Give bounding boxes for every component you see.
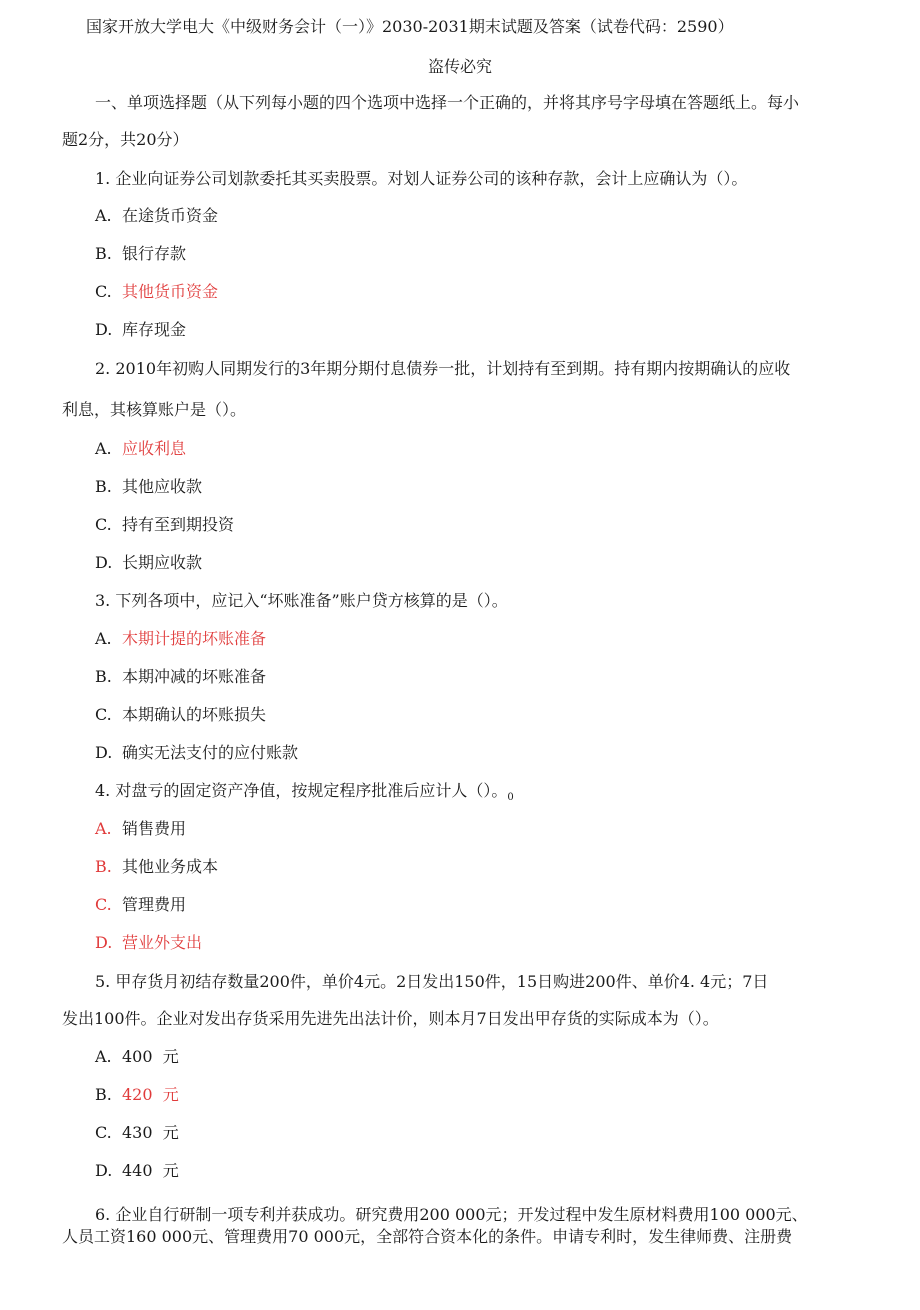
- question-2-stem: 2. 2010年初购人同期发行的3年期分期付息债券一批，计划持有至到期。持有期内按期确认的应收: [95, 359, 791, 378]
- question-2-option-a-correct: A. 应收利息: [95, 439, 187, 458]
- question-3-stem: 3. 下列各项中，应记入“坏账准备”账户贷方核算的是（）。: [95, 591, 508, 610]
- question-1-option-b: B. 银行存款: [95, 244, 187, 263]
- section-heading-continued: 题2分，共20分）: [62, 130, 189, 149]
- question-1-option-d: D. 库存现金: [95, 320, 187, 339]
- question-3-option-a-correct: A. 木期计提的坏账准备: [95, 629, 267, 648]
- question-5-option-a: A. 400 元: [95, 1047, 179, 1066]
- question-4-stem: 4. 对盘亏的固定资产净值，按规定程序批准后应计人（）。$_0$: [95, 781, 514, 804]
- question-4-option-b: B. 其他业务成本: [95, 857, 219, 876]
- question-3-option-d: D. 确实无法支付的应付账款: [95, 743, 299, 762]
- question-5-option-b-correct: B. 420 元: [95, 1085, 179, 1104]
- question-1-option-c-correct: C. 其他货币资金: [95, 282, 219, 301]
- question-3-option-c: C. 本期确认的坏账损失: [95, 705, 267, 724]
- question-6-stem: 6. 企业自行研制一项专利并获成功。研究费用200 000元；开发过程中发生原材料费用100 000元、: [95, 1205, 808, 1224]
- question-4-option-a: A. 销售费用: [95, 819, 187, 838]
- question-1-stem: 1. 企业向证券公司划款委托其买卖股票。对划人证券公司的该种存款，会计上应确认为（）。: [95, 169, 748, 188]
- question-5-stem-continued: 发出100件。企业对发出存货采用先进先出法计价，则本月7日发出甲存货的实际成本为（）。: [62, 1009, 719, 1028]
- document-title: 国家开放大学电大《中级财务会计（一）》2030-2031期末试题及答案（试卷代码：2590）: [86, 17, 734, 36]
- section-heading: 一、单项选择题（从下列每小题的四个选项中选择一个正确的，并将其序号字母填在答题纸上。每小: [95, 93, 800, 112]
- question-5-option-c: C. 430 元: [95, 1123, 179, 1142]
- question-2-option-c: C. 持有至到期投资: [95, 515, 235, 534]
- question-2-stem-continued: 利息，其核算账户是（）。: [62, 400, 247, 419]
- question-4-option-c: C. 管理费用: [95, 895, 187, 914]
- question-4-option-d-correct: D. 营业外支出: [95, 933, 203, 952]
- question-3-option-b: B. 本期冲减的坏账准备: [95, 667, 267, 686]
- question-6-stem-continued: 人员工资160 000元、管理费用70 000元，全部符合资本化的条件。申请专利时，发生律师费、注册费: [62, 1227, 793, 1246]
- question-2-option-d: D. 长期应收款: [95, 553, 203, 572]
- question-4-stem-suffix: 0: [507, 792, 514, 804]
- document-subtitle: 盗传必究: [428, 57, 493, 76]
- question-5-stem: 5. 甲存货月初结存数量200件，单价4元。2日发出150件，15日购进200件、单价4. 4元；7日: [95, 972, 769, 991]
- question-2-option-b: B. 其他应收款: [95, 477, 203, 496]
- question-1-option-a: A. 在途货币资金: [95, 206, 219, 225]
- question-5-option-d: D. 440 元: [95, 1161, 179, 1180]
